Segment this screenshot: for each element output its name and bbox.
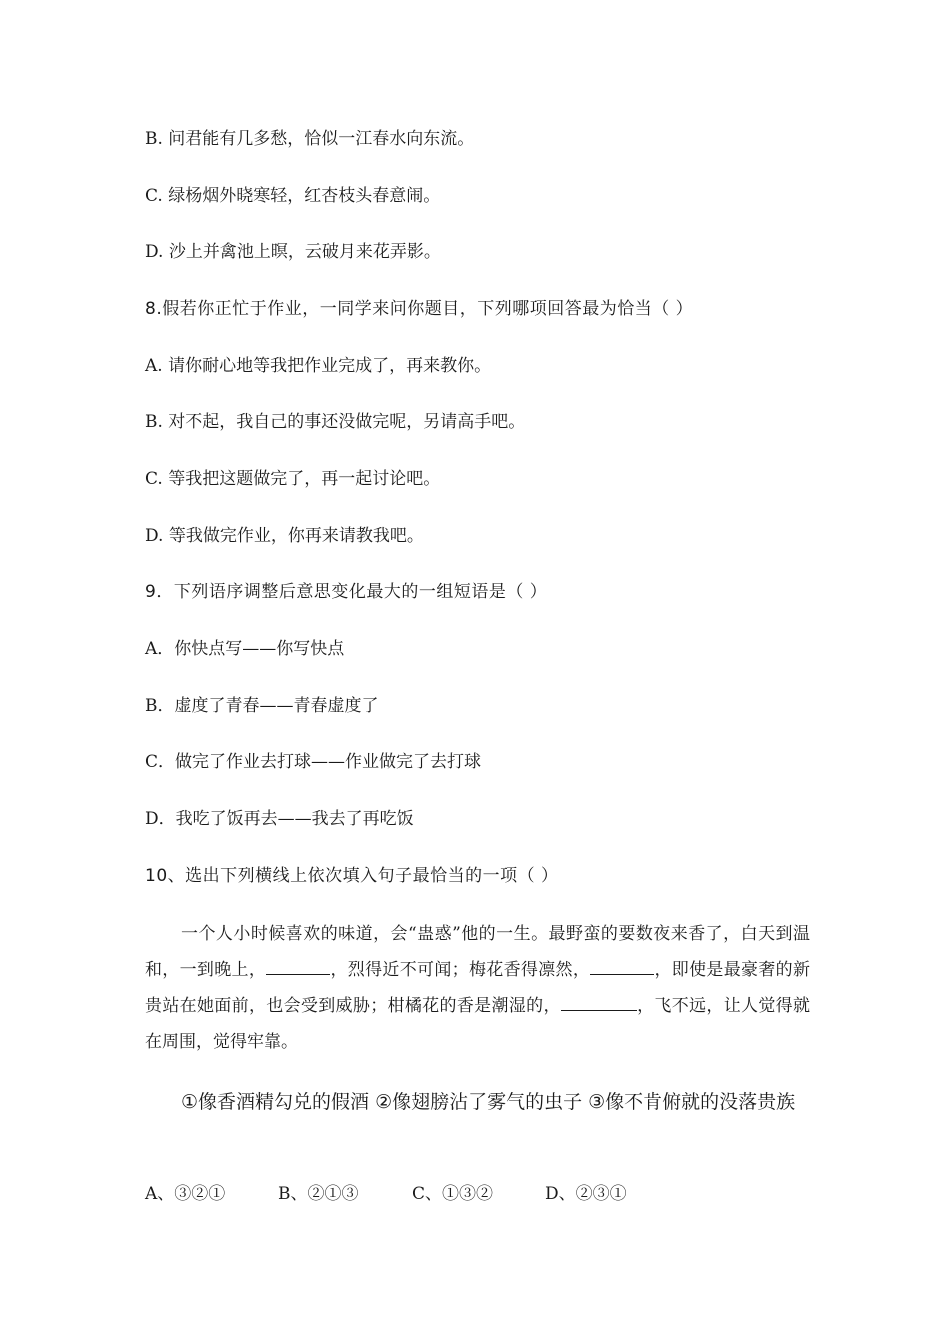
blank-3[interactable] (561, 992, 637, 1011)
q9-option-b: B．虚度了青春——青春虚度了 (145, 696, 379, 716)
q9-option-d: D．我吃了饭再去——我去了再吃饭 (145, 809, 414, 829)
q8-option-c: C. 等我把这题做完了，再一起讨论吧。 (145, 469, 441, 489)
blank-1[interactable] (266, 956, 330, 975)
q10-stem: 10、选出下列横线上依次填入句子最恰当的一项（ ） (145, 866, 559, 886)
q8-stem: 8.假若你正忙于作业，一同学来问你题目，下列哪项回答最为恰当（ ） (145, 299, 694, 319)
passage-part-1: 一个人小时候喜欢的味道，会“蛊惑”他的一生。最野蛮的要数夜来香了，白天到温和，一到晚上， (145, 924, 810, 980)
q10-choice-b: B、②①③ (278, 1184, 359, 1204)
q7-option-c: C. 绿杨烟外晓寒轻，红杏枝头春意闹。 (145, 186, 441, 206)
q9-option-a: A．你快点写——你写快点 (145, 639, 345, 659)
passage-part-3: ，即使是最豪奢的新贵站在她面前，也会受到威胁；柑橘花的香是潮湿的， (145, 960, 810, 1016)
q10-choice-d: D、②③① (545, 1184, 627, 1204)
q10-choice-a: A、③②① (145, 1184, 226, 1204)
q7-option-b: B. 问君能有几多愁，恰似一江春水向东流。 (145, 129, 475, 149)
q10-passage (145, 916, 810, 1060)
passage-part-4: ，飞不远，让人觉得就在周围，觉得牢靠。 (145, 996, 811, 1052)
q9-stem: 9．下列语序调整后意思变化最大的一组短语是（ ） (145, 582, 548, 602)
q7-option-d: D. 沙上并禽池上暝，云破月来花弄影。 (145, 242, 441, 262)
q8-option-b: B. 对不起，我自己的事还没做完呢，另请高手吧。 (145, 412, 526, 432)
q10-sentence-options: ①像香酒精勾兑的假酒 ②像翅膀沾了雾气的虫子 ③像不肯俯就的没落贵族 (181, 1091, 796, 1113)
blank-2[interactable] (590, 956, 654, 975)
q10-choice-c: C、①③② (412, 1184, 494, 1204)
q8-option-d: D. 等我做完作业，你再来请教我吧。 (145, 526, 424, 546)
q8-option-a: A. 请你耐心地等我把作业完成了，再来教你。 (145, 356, 492, 376)
passage-part-2: ，烈得近不可闻；梅花香得凛然， (330, 960, 591, 980)
q9-option-c: C．做完了作业去打球——作业做完了去打球 (145, 752, 482, 772)
